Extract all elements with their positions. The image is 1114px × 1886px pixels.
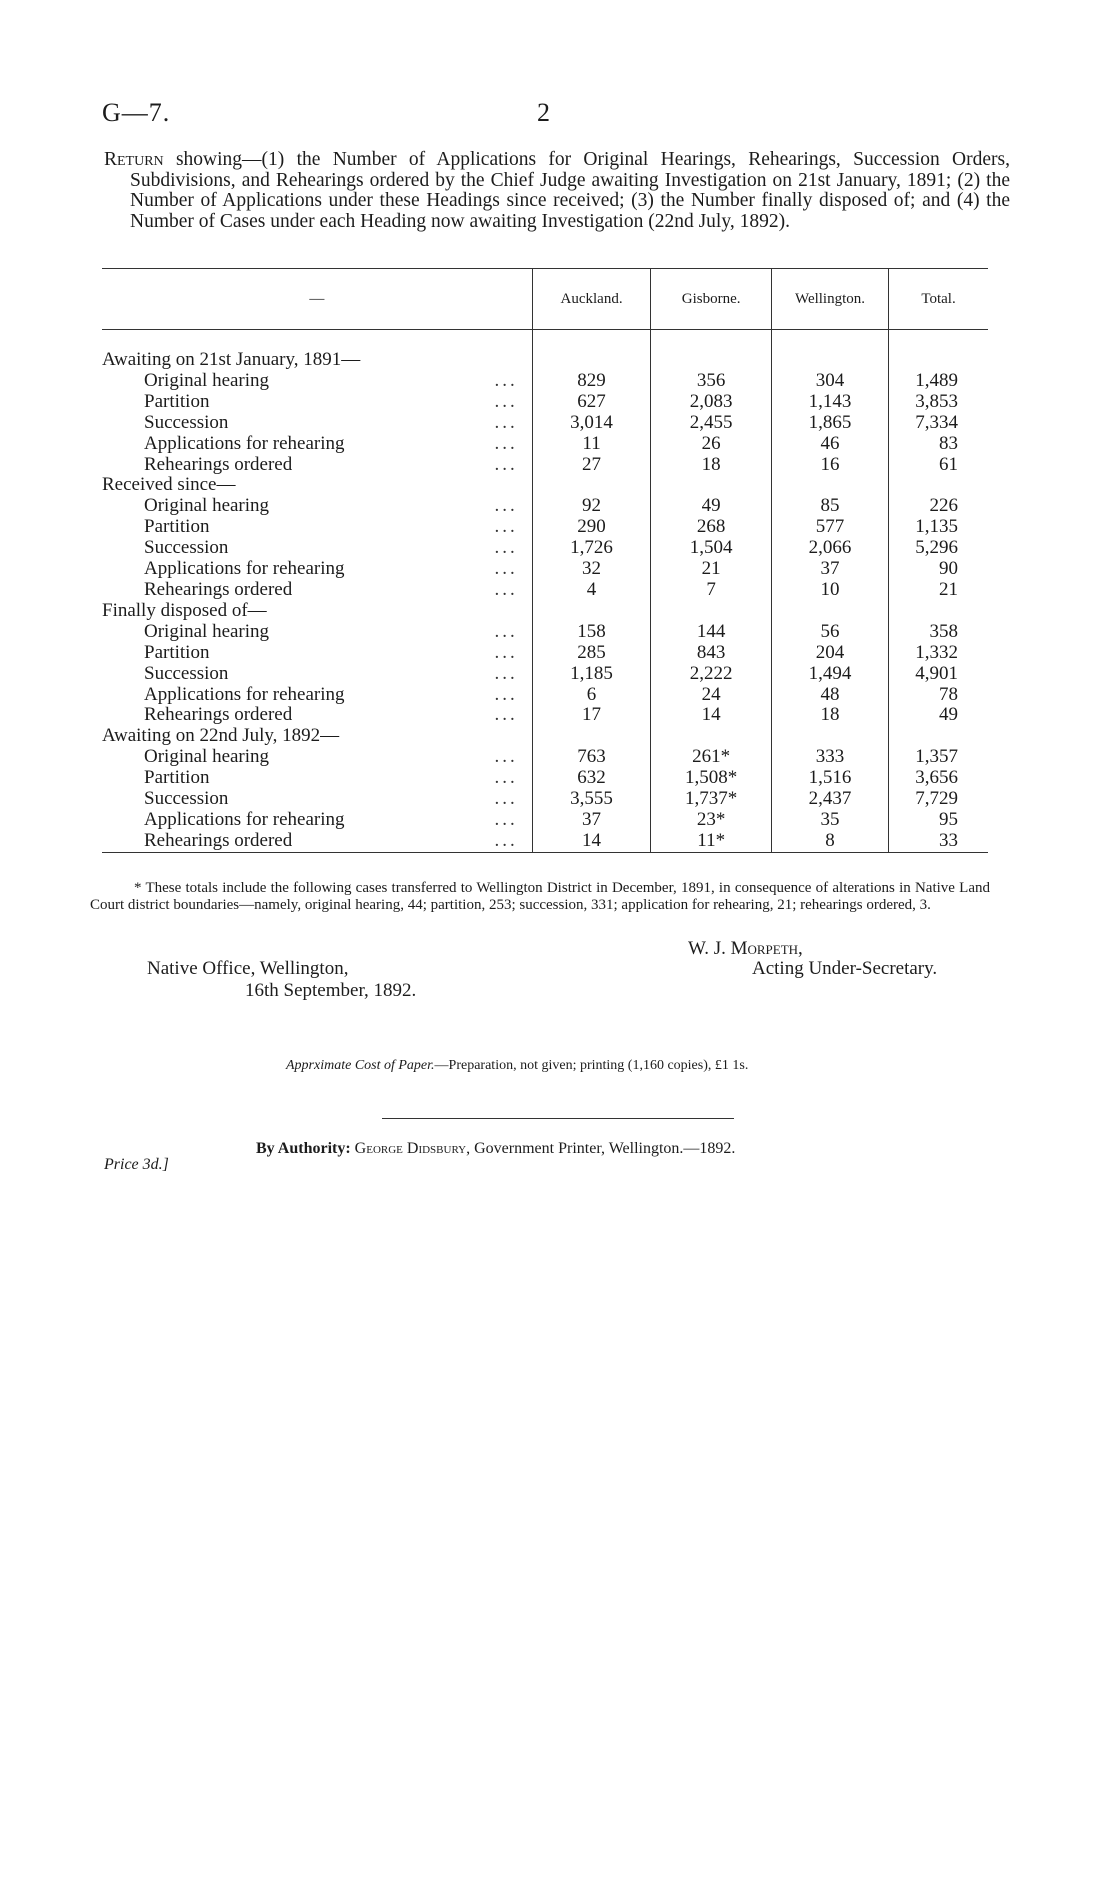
cell-total: 83: [889, 434, 988, 455]
cell-auckland: 17: [532, 705, 651, 726]
leader-dots: ...: [494, 746, 518, 768]
row-label-wrap: [144, 789, 532, 810]
table-row: [102, 664, 988, 685]
row-label-wrap: [144, 664, 532, 685]
row-label-cell: [102, 496, 532, 517]
cell-total: 358: [889, 622, 988, 643]
paper-series-code: G—7.: [102, 98, 171, 127]
empty-cell: [889, 475, 988, 496]
signatory-title: Acting Under-Secretary.: [752, 958, 938, 979]
table-row: [102, 413, 988, 434]
table-row: [102, 392, 988, 413]
row-label-wrap: [144, 768, 532, 789]
row-label-wrap: [144, 413, 532, 434]
leader-dots: ...: [494, 808, 518, 830]
leader-dots: ...: [494, 537, 518, 559]
cost-text: —Preparation, not given; printing (1,160 copies), £1 1s.: [434, 1058, 749, 1073]
row-label-cell: [102, 559, 532, 580]
row-label-cell: [102, 643, 532, 664]
row-label-wrap: [144, 371, 532, 392]
cell-wellington: 2,437: [771, 789, 888, 810]
row-label-wrap: [144, 831, 532, 852]
cell-auckland: 829: [532, 371, 651, 392]
applications-table: [102, 268, 988, 853]
cell-auckland: 92: [532, 496, 651, 517]
leader-dots: ...: [494, 390, 518, 412]
cell-wellington: 10: [771, 580, 888, 601]
cell-auckland: 3,014: [532, 413, 651, 434]
cell-wellington: 577: [771, 517, 888, 538]
cell-wellington: 1,143: [771, 392, 888, 413]
row-label: Original hearing: [144, 369, 270, 391]
empty-cell: [651, 475, 772, 496]
cell-total: 5,296: [889, 538, 988, 559]
row-label: Applications for rehearing: [144, 808, 345, 830]
cell-auckland: 290: [532, 517, 651, 538]
cell-wellington: 37: [771, 559, 888, 580]
section-title: Awaiting on 22nd July, 1892—: [102, 725, 340, 747]
leader-dots: ...: [494, 620, 518, 642]
empty-cell: [532, 726, 651, 747]
leader-dots: ...: [494, 558, 518, 580]
imprint-rest: , Government Printer, Wellington.—1892.: [466, 1140, 736, 1157]
row-label: Applications for rehearing: [144, 683, 345, 705]
row-label-wrap: [144, 559, 532, 580]
cell-gisborne: 2,083: [651, 392, 772, 413]
table-row: [102, 371, 988, 392]
cell-gisborne: 356: [651, 371, 772, 392]
row-label-cell: [102, 580, 532, 601]
cell-gisborne: 21: [651, 559, 772, 580]
cell-wellington: 1,516: [771, 768, 888, 789]
cell-gisborne: 843: [651, 643, 772, 664]
row-label-cell: [102, 768, 532, 789]
row-label-cell: [102, 434, 532, 455]
cell-wellington: 333: [771, 747, 888, 768]
cell-total: 7,334: [889, 413, 988, 434]
divider-rule: [382, 1118, 734, 1119]
table-header-row: [102, 269, 988, 330]
row-label: Rehearings ordered: [144, 453, 293, 475]
cost-of-paper-note: [286, 1058, 748, 1074]
section-row: [102, 350, 988, 371]
cell-gisborne: 1,508*: [651, 768, 772, 789]
row-label-wrap: [144, 705, 532, 726]
empty-cell: [889, 726, 988, 747]
table-row: [102, 705, 988, 726]
cell-wellington: 56: [771, 622, 888, 643]
header-total: Total.: [889, 269, 988, 330]
empty-cell: [889, 350, 988, 371]
cell-wellington: 204: [771, 643, 888, 664]
table-row: [102, 643, 988, 664]
cell-total: 21: [889, 580, 988, 601]
leader-dots: ...: [494, 662, 518, 684]
row-label-wrap: [144, 580, 532, 601]
section-row: [102, 475, 988, 496]
row-label: Partition: [144, 390, 210, 412]
header-wellington: Wellington.: [771, 269, 888, 330]
cell-gisborne: 7: [651, 580, 772, 601]
row-label-wrap: [144, 747, 532, 768]
leader-dots: ...: [494, 516, 518, 538]
row-label-cell: [102, 685, 532, 706]
leader-dots: ...: [494, 641, 518, 663]
row-label: Succession: [144, 537, 229, 559]
empty-cell: [889, 601, 988, 622]
return-lead-word: Return: [104, 149, 164, 170]
row-label: Original hearing: [144, 495, 270, 517]
cell-total: 3,656: [889, 768, 988, 789]
cell-gisborne: 268: [651, 517, 772, 538]
row-label-cell: [102, 664, 532, 685]
cell-total: 1,489: [889, 371, 988, 392]
section-title: Finally disposed of—: [102, 599, 267, 621]
row-label: Rehearings ordered: [144, 704, 293, 726]
empty-cell: [532, 601, 651, 622]
empty-cell: [532, 350, 651, 371]
table-row: [102, 622, 988, 643]
authority-lead: By Authority:: [256, 1140, 351, 1157]
cost-label: Apprximate Cost of Paper.: [286, 1058, 435, 1073]
header-gisborne: Gisborne.: [651, 269, 772, 330]
cell-auckland: 11: [532, 434, 651, 455]
cell-gisborne: 1,504: [651, 538, 772, 559]
row-label-cell: [102, 517, 532, 538]
cell-wellington: 18: [771, 705, 888, 726]
row-label: Partition: [144, 641, 210, 663]
table-row: [102, 789, 988, 810]
row-label-cell: [102, 789, 532, 810]
row-label-cell: [102, 810, 532, 831]
cell-total: 1,332: [889, 643, 988, 664]
row-label-wrap: [144, 496, 532, 517]
row-label-cell: [102, 705, 532, 726]
cell-gisborne: 26: [651, 434, 772, 455]
table-row: [102, 434, 988, 455]
table-row: [102, 747, 988, 768]
section-row: [102, 726, 988, 747]
signatory-name: W. J. Morpeth,: [688, 938, 803, 959]
cell-total: 1,135: [889, 517, 988, 538]
row-label-cell: [102, 455, 532, 476]
row-label-wrap: [144, 455, 532, 476]
office-address: Native Office, Wellington,: [147, 958, 349, 979]
leader-dots: ...: [494, 683, 518, 705]
header-blank: —: [102, 269, 532, 330]
row-label: Succession: [144, 662, 229, 684]
header-auckland: Auckland.: [532, 269, 651, 330]
empty-cell: [651, 726, 772, 747]
leader-dots: ...: [494, 411, 518, 433]
empty-cell: [771, 475, 888, 496]
leader-dots: ...: [494, 829, 518, 851]
cell-auckland: 14: [532, 831, 651, 852]
section-title: Received since—: [102, 474, 236, 496]
cell-gisborne: 1,737*: [651, 789, 772, 810]
cell-auckland: 3,555: [532, 789, 651, 810]
spacer-cell: [889, 330, 988, 351]
row-label-wrap: [144, 810, 532, 831]
row-label: Rehearings ordered: [144, 578, 293, 600]
leader-dots: ...: [494, 432, 518, 454]
cell-auckland: 285: [532, 643, 651, 664]
page-number: 2: [537, 98, 550, 127]
table-row: [102, 559, 988, 580]
spacer-cell: [651, 330, 772, 351]
cell-gisborne: 144: [651, 622, 772, 643]
empty-cell: [532, 475, 651, 496]
row-label-cell: [102, 831, 532, 852]
cell-wellington: 46: [771, 434, 888, 455]
table-row: [102, 685, 988, 706]
cell-auckland: 632: [532, 768, 651, 789]
table-row: [102, 580, 988, 601]
row-label-wrap: [144, 517, 532, 538]
cell-wellington: 2,066: [771, 538, 888, 559]
cell-total: 1,357: [889, 747, 988, 768]
table-row: [102, 455, 988, 476]
cell-wellington: 1,494: [771, 664, 888, 685]
cell-gisborne: 23*: [651, 810, 772, 831]
row-label-wrap: [144, 392, 532, 413]
row-label-cell: [102, 622, 532, 643]
leader-dots: ...: [494, 369, 518, 391]
empty-cell: [651, 350, 772, 371]
cell-auckland: 37: [532, 810, 651, 831]
cell-auckland: 6: [532, 685, 651, 706]
row-label-cell: [102, 747, 532, 768]
leader-dots: ...: [494, 704, 518, 726]
cell-wellington: 16: [771, 455, 888, 476]
cell-auckland: 1,185: [532, 664, 651, 685]
empty-cell: [771, 601, 888, 622]
row-label: Original hearing: [144, 620, 270, 642]
row-label-wrap: [144, 538, 532, 559]
row-label-wrap: [144, 622, 532, 643]
printer-imprint: [256, 1140, 735, 1158]
row-label: Original hearing: [144, 746, 270, 768]
spacer-cell: [102, 330, 532, 351]
table-row: [102, 517, 988, 538]
cell-gisborne: 24: [651, 685, 772, 706]
cell-gisborne: 261*: [651, 747, 772, 768]
row-label-cell: [102, 392, 532, 413]
spacer-row: [102, 330, 988, 351]
row-label-cell: [102, 413, 532, 434]
row-label: Succession: [144, 411, 229, 433]
issue-date: 16th September, 1892.: [245, 980, 417, 1001]
leader-dots: ...: [494, 767, 518, 789]
row-label: Applications for rehearing: [144, 432, 345, 454]
cell-gisborne: 11*: [651, 831, 772, 852]
cell-total: 61: [889, 455, 988, 476]
row-label-cell: [102, 538, 532, 559]
cell-gisborne: 49: [651, 496, 772, 517]
cell-total: 3,853: [889, 392, 988, 413]
cell-total: 78: [889, 685, 988, 706]
cell-auckland: 32: [532, 559, 651, 580]
cell-wellington: 35: [771, 810, 888, 831]
price-note: Price 3d.]: [104, 1156, 169, 1173]
table-row: [102, 768, 988, 789]
row-label: Rehearings ordered: [144, 829, 293, 851]
footnote: * These totals include the following cases transferred to Wellington District in December, 1891, in consequence of alterations in Native Land Court district boundaries—namely, original hearing, 44; partition, 253; succession, 331; application for rehearing, 21; rehearings ordered, 3.: [90, 880, 990, 913]
empty-cell: [771, 350, 888, 371]
cell-gisborne: 2,222: [651, 664, 772, 685]
row-label: Applications for rehearing: [144, 558, 345, 580]
row-label: Succession: [144, 788, 229, 810]
cell-total: 226: [889, 496, 988, 517]
section-row: [102, 601, 988, 622]
table-row: [102, 831, 988, 852]
cell-gisborne: 18: [651, 455, 772, 476]
cell-total: 4,901: [889, 664, 988, 685]
row-label-cell: [102, 371, 532, 392]
cell-wellington: 1,865: [771, 413, 888, 434]
cell-auckland: 627: [532, 392, 651, 413]
return-description-text: showing—(1) the Number of Applications for Original Hearings, Rehearings, Succession Orders, Subdivisions, and Rehearings ordered by the Chief Judge awaiting Investigation on 21st January, 1891; (2) the Number of Applications under these Headings since received; (3) the Number finally disposed of; and (4) the Number of Cases under each Heading now awaiting Investigation (22nd July, 1892).: [130, 149, 1010, 232]
leader-dots: ...: [494, 495, 518, 517]
spacer-cell: [532, 330, 651, 351]
section-title: Awaiting on 21st January, 1891—: [102, 349, 361, 370]
table-body: [102, 330, 988, 853]
cell-wellington: 85: [771, 496, 888, 517]
empty-cell: [651, 601, 772, 622]
row-label-wrap: [144, 643, 532, 664]
cell-auckland: 763: [532, 747, 651, 768]
cell-gisborne: 2,455: [651, 413, 772, 434]
row-label-wrap: [144, 685, 532, 706]
cell-auckland: 158: [532, 622, 651, 643]
table-row: [102, 538, 988, 559]
table-row: [102, 496, 988, 517]
row-label: Partition: [144, 767, 210, 789]
cell-wellington: 48: [771, 685, 888, 706]
table-row: [102, 810, 988, 831]
leader-dots: ...: [494, 453, 518, 475]
return-description: [104, 150, 1010, 232]
cell-total: 95: [889, 810, 988, 831]
cell-auckland: 27: [532, 455, 651, 476]
cell-total: 7,729: [889, 789, 988, 810]
cell-auckland: 1,726: [532, 538, 651, 559]
row-label-wrap: [144, 434, 532, 455]
spacer-cell: [771, 330, 888, 351]
printer-name: George Didsbury: [354, 1140, 467, 1157]
cell-total: 33: [889, 831, 988, 852]
cell-wellington: 304: [771, 371, 888, 392]
cell-auckland: 4: [532, 580, 651, 601]
empty-cell: [771, 726, 888, 747]
leader-dots: ...: [494, 578, 518, 600]
leader-dots: ...: [494, 788, 518, 810]
cell-wellington: 8: [771, 831, 888, 852]
row-label: Partition: [144, 516, 210, 538]
cell-gisborne: 14: [651, 705, 772, 726]
cell-total: 90: [889, 559, 988, 580]
cell-total: 49: [889, 705, 988, 726]
